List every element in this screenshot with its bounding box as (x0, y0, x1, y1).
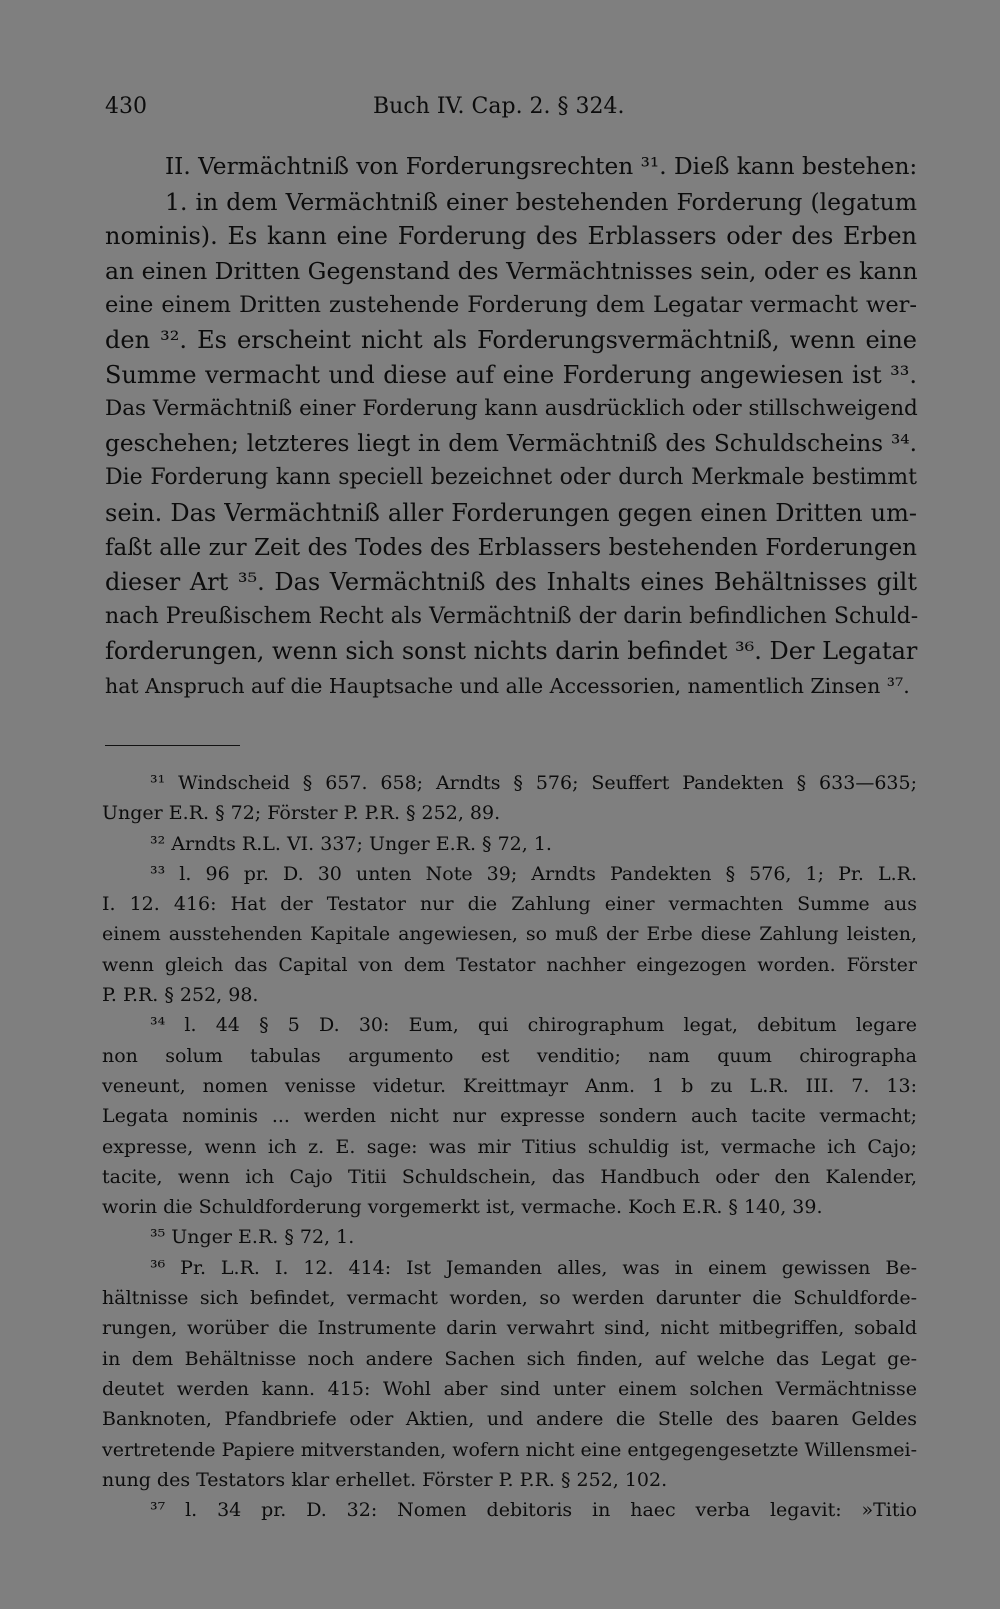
footnote-line: Banknoten, Pfandbriefe oder Aktien, und andere die Stelle des baaren Geldes (102, 1408, 917, 1431)
footnotes (102, 768, 917, 1525)
main-line: faßt alle zur Zeit des Todes des Erblassers bestehenden Forderungen (105, 534, 917, 561)
main-line: 1. in dem Vermächtniß einer bestehenden Forderung (legatum (165, 187, 917, 216)
footnote-line: ³⁶ Pr. L.R. I. 12. 414: Ist Jemanden alles, was in einem gewissen Be- (150, 1256, 917, 1279)
footnote-separator (105, 745, 240, 746)
main-line: hat Anspruch auf die Hauptsache und alle Accessorien, namentlich Zinsen ³⁷. (105, 673, 910, 698)
main-line: nach Preußischem Recht als Vermächtniß der darin befindlichen Schuld- (105, 603, 919, 629)
footnote-line: tacite, wenn ich Cajo Titii Schuldschein, das Handbuch oder den Kalender, (102, 1165, 917, 1188)
footnote-line: nung des Testators klar erhellet. Förster P. P.R. § 252, 102. (102, 1468, 668, 1491)
footnote-line: Unger E.R. § 72; Förster P. P.R. § 252, 89. (102, 802, 501, 825)
main-line: II. Vermächtniß von Forderungsrechten ³¹. Dieß kann bestehen: (165, 153, 918, 180)
main-line: dieser Art ³⁵. Das Vermächtniß des Inhalts eines Behältnisses gilt (105, 568, 917, 597)
main-line: geschehen; letzteres liegt in dem Vermächtniß des Schuldscheins ³⁴. (105, 429, 917, 457)
main-line: forderungen, wenn sich sonst nichts darin befindet ³⁶. Der Legatar (105, 637, 918, 666)
running-title: Buch IV. Cap. 2. § 324. (373, 94, 625, 119)
footnote-line: in dem Behältnisse noch andere Sachen sich finden, auf welche das Legat ge- (102, 1347, 917, 1370)
footnote-line: veneunt, nomen venisse videtur. Kreittmayr Anm. 1 b zu L.R. III. 7. 13: (102, 1074, 917, 1097)
footnote-line: non solum tabulas argumento est venditio; nam quum chirographa (102, 1044, 917, 1067)
footnote-line: vertretende Papiere mitverstanden, wofern nicht eine entgegengesetzte Willensmei- (102, 1438, 917, 1461)
main-line: Die Forderung kann speciell bezeichnet oder durch Merkmale bestimmt (105, 465, 917, 491)
footnote-line: P. P.R. § 252, 98. (102, 984, 259, 1007)
footnote-line: ³¹ Windscheid § 657. 658; Arndts § 576; Seuffert Pandekten § 633—635; (150, 772, 917, 794)
footnote-line: hältnisse sich befindet, vermacht worden, so werden darunter die Schuldforde- (102, 1287, 917, 1310)
footnote-line: ³⁴ l. 44 § 5 D. 30: Eum, qui chirographum legat, debitum legare (150, 1014, 917, 1037)
footnote-line: worin die Schuldforderung vorgemerkt ist, vermache. Koch E.R. § 140, 39. (102, 1196, 823, 1219)
footnote-line: wenn gleich das Capital von dem Testator nachher eingezogen worden. Förster (102, 953, 917, 976)
main-line: Das Vermächtniß einer Forderung kann ausdrücklich oder stillschweigend (105, 396, 918, 422)
footnote-line: ³² Arndts R.L. VI. 337; Unger E.R. § 72, 1. (150, 832, 552, 855)
footnote-line: ³⁵ Unger E.R. § 72, 1. (150, 1226, 355, 1249)
footnote-line: einem ausstehenden Kapitale angewiesen, so muß der Erbe diese Zahlung leisten, (102, 923, 917, 946)
main-line: sein. Das Vermächtniß aller Forderungen gegen einen Dritten um- (105, 498, 917, 527)
page-number: 430 (105, 94, 147, 119)
footnote-line: ³³ l. 96 pr. D. 30 unten Note 39; Arndts Pandekten § 576, 1; Pr. L.R. (150, 862, 917, 885)
footnote-line: ³⁷ l. 34 pr. D. 32: Nomen debitoris in haec verba legavit: »Titio (150, 1499, 917, 1522)
footnote-line: expresse, wenn ich z. E. sage: was mir Titius schuldig ist, vermache ich Cajo; (102, 1135, 917, 1158)
footnote-line: deutet werden kann. 415: Wohl aber sind unter einem solchen Vermächtnisse (102, 1377, 917, 1400)
footnote-line: Legata nominis ... werden nicht nur expresse sondern auch tacite vermacht; (102, 1105, 917, 1128)
main-line: eine einem Dritten zustehende Forderung dem Legatar vermacht wer- (105, 292, 917, 319)
main-line: an einen Dritten Gegenstand des Vermächtnisses sein, oder es kann (105, 256, 918, 285)
main-line: Summe vermacht und diese auf eine Forderung angewiesen ist ³³. (105, 360, 917, 389)
main-line: den ³². Es erscheint nicht als Forderungsvermächtniß, wenn eine (105, 325, 917, 354)
footnote-line: I. 12. 416: Hat der Testator nur die Zahlung einer vermachten Summe aus (102, 893, 917, 916)
main-text (105, 150, 917, 704)
page-header (105, 92, 915, 122)
footnote-line: rungen, worüber die Instrumente darin verwahrt sind, nicht mitbegriffen, sobald (102, 1317, 917, 1340)
main-line: nominis). Es kann eine Forderung des Erblassers oder des Erben (105, 222, 917, 251)
